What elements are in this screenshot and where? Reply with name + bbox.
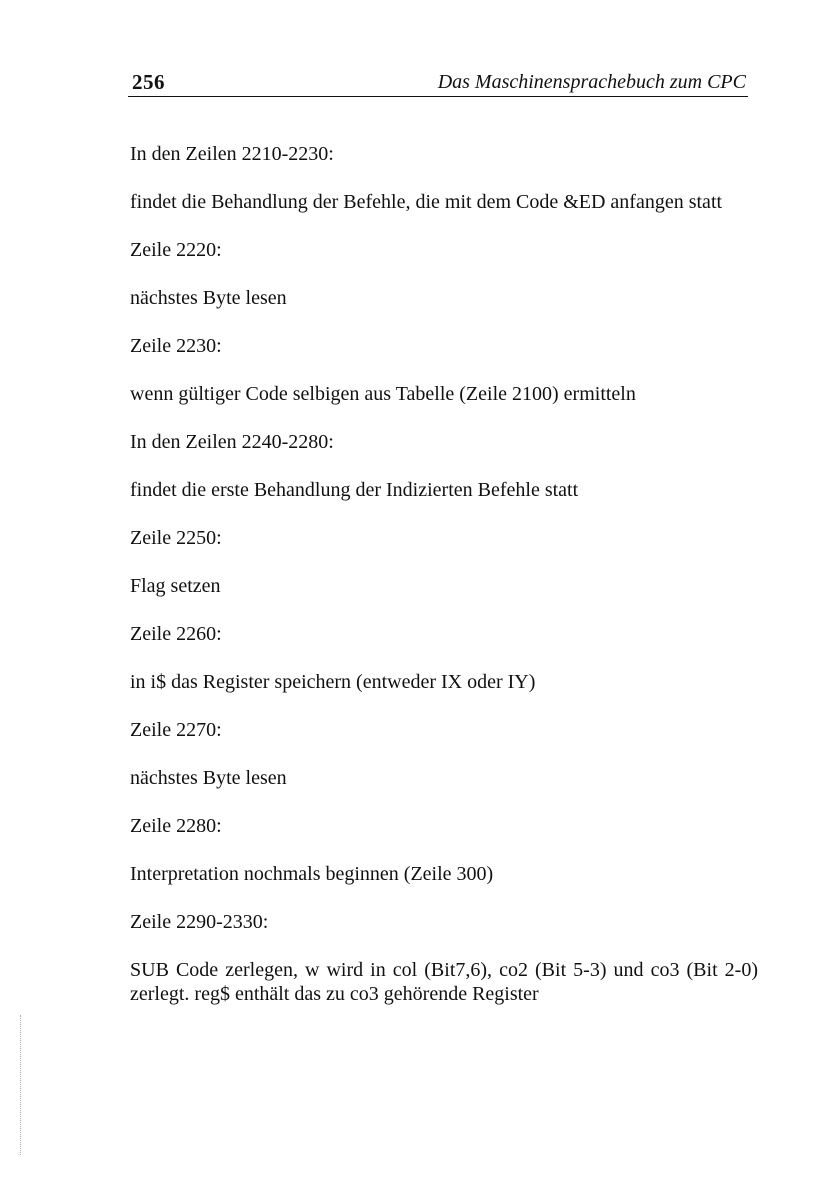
page-body	[130, 142, 758, 1030]
paragraph-13: Zeile 2270:	[130, 719, 222, 741]
scan-margin-dots	[20, 1015, 23, 1155]
paragraph-12: in i$ das Register speichern (entweder IX oder IY)	[130, 671, 536, 693]
paragraph-2: findet die Behandlung der Befehle, die mit dem Code &ED anfangen statt	[130, 191, 723, 213]
paragraph-15: Zeile 2280:	[130, 815, 222, 837]
paragraph-8: findet die erste Behandlung der Indizierten Befehle statt	[130, 479, 579, 501]
paragraph-11: Zeile 2260:	[130, 623, 222, 645]
running-title: Das Maschinensprachebuch zum CPC	[437, 71, 746, 93]
paragraph-1: In den Zeilen 2210-2230:	[130, 143, 334, 165]
page-number: 256	[132, 70, 165, 94]
paragraph-5: Zeile 2230:	[130, 335, 222, 357]
paragraph-7: In den Zeilen 2240-2280:	[130, 431, 334, 453]
paragraph-17: Zeile 2290-2330:	[130, 911, 269, 933]
paragraph-10: Flag setzen	[130, 575, 221, 597]
paragraph-9: Zeile 2250:	[130, 527, 222, 549]
paragraph-6: wenn gültiger Code selbigen aus Tabelle (Zeile 2100) ermitteln	[130, 383, 636, 405]
page-header	[128, 70, 748, 97]
paragraph-4: nächstes Byte lesen	[130, 287, 287, 309]
paragraph-18: SUB Code zerlegen, w wird in col (Bit7,6), co2 (Bit 5-3) und co3 (Bit 2-0) zerlegt. reg$ enthält das zu co3 gehörende Register	[130, 959, 758, 1005]
paragraph-3: Zeile 2220:	[130, 239, 222, 261]
paragraph-14: nächstes Byte lesen	[130, 767, 287, 789]
paragraph-16: Interpretation nochmals beginnen (Zeile 300)	[130, 863, 494, 885]
